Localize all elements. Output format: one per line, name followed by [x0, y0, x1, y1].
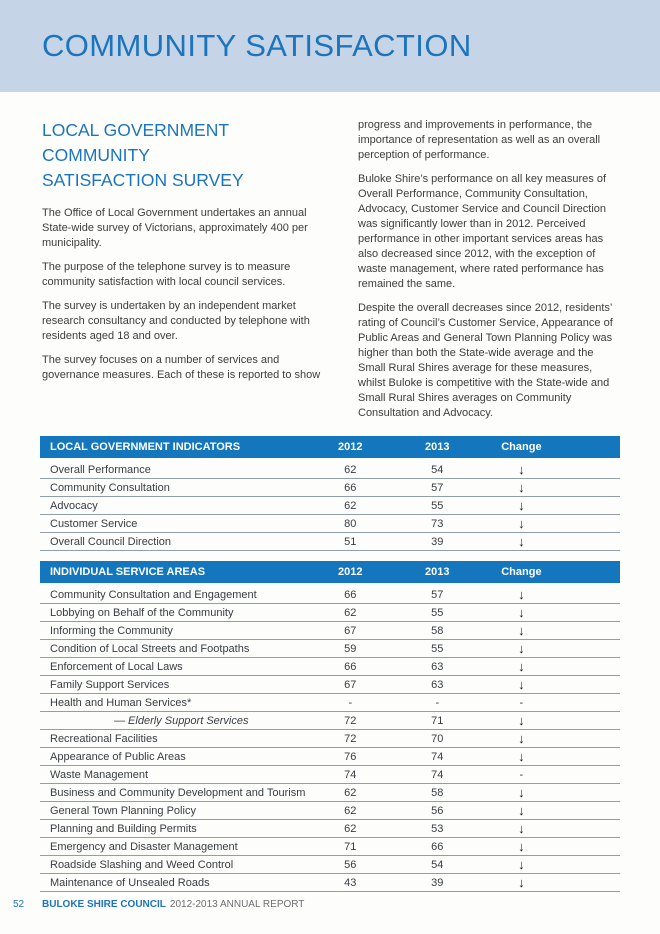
row-label: Community Consultation and Engagement: [50, 588, 257, 601]
intro-left-column: [42, 118, 338, 430]
section-heading-line-2: COMMUNITY: [42, 145, 150, 165]
down-arrow-icon: ↓: [518, 839, 525, 854]
down-arrow-icon: ↓: [518, 498, 525, 513]
table-row: [40, 712, 620, 730]
table-row: [40, 676, 620, 694]
down-arrow-icon: ↓: [518, 731, 525, 746]
table-header: [40, 561, 620, 583]
row-label: Lobbying on Behalf of the Community: [50, 606, 234, 619]
intro-paragraph: The Office of Local Government undertakes an annual State-wide survey of Victorians, approximately 400 per municipality.: [42, 207, 308, 249]
value-2013: 63: [431, 660, 444, 673]
value-2012: -: [348, 696, 353, 709]
down-arrow-icon: ↓: [518, 516, 525, 531]
table-row: [40, 802, 620, 820]
section-heading: [42, 118, 338, 193]
down-arrow-icon: ↓: [518, 480, 525, 495]
table-row: [40, 694, 620, 712]
down-arrow-icon: ↓: [518, 534, 525, 549]
value-2012: 59: [344, 642, 357, 655]
down-arrow-icon: ↓: [518, 875, 525, 890]
value-2013: 70: [431, 732, 444, 745]
no-change-dash: -: [519, 768, 524, 781]
table-row: [40, 461, 620, 479]
footer-report-title: 2012-2013 ANNUAL REPORT: [169, 899, 305, 910]
row-label: Overall Council Direction: [50, 535, 172, 548]
value-2012: 62: [344, 606, 357, 619]
down-arrow-icon: ↓: [518, 623, 525, 638]
value-2012: 66: [344, 660, 357, 673]
value-2012: 51: [344, 535, 357, 548]
down-arrow-icon: ↓: [518, 677, 525, 692]
table-header: [40, 436, 620, 458]
column-header-2013: 2013: [425, 566, 450, 578]
column-header-2012: 2012: [338, 441, 363, 453]
value-2012: 67: [344, 624, 357, 637]
value-2013: 73: [431, 517, 444, 530]
row-label: Overall Performance: [50, 463, 151, 476]
page-content: [0, 92, 660, 892]
row-label: — Elderly Support Services: [114, 714, 249, 727]
table-row: [40, 838, 620, 856]
table-row: [40, 766, 620, 784]
value-2012: 67: [344, 678, 357, 691]
intro-paragraph: The purpose of the telephone survey is to measure community satisfaction with local council services.: [42, 261, 291, 288]
down-arrow-icon: ↓: [518, 857, 525, 872]
row-label: Enforcement of Local Laws: [50, 660, 183, 673]
page-banner: [0, 0, 660, 92]
row-label: Advocacy: [50, 499, 98, 512]
table-row: [40, 479, 620, 497]
row-label: Maintenance of Unsealed Roads: [50, 876, 210, 889]
down-arrow-icon: ↓: [518, 587, 525, 602]
row-label: Planning and Building Permits: [50, 822, 197, 835]
value-2012: 71: [344, 840, 357, 853]
individual-service-areas-table: [40, 561, 620, 892]
tables-section: [40, 436, 620, 892]
row-label: Informing the Community: [50, 624, 173, 637]
value-2013: 74: [431, 750, 444, 763]
page-number: 52: [13, 899, 25, 910]
table-body: [40, 458, 620, 551]
value-2012: 80: [344, 517, 357, 530]
table-row: [40, 730, 620, 748]
value-2012: 66: [344, 588, 357, 601]
value-2013: 55: [431, 499, 444, 512]
table-row: [40, 604, 620, 622]
section-heading-line-3: SATISFACTION SURVEY: [42, 170, 244, 190]
column-header-change: Change: [501, 566, 542, 578]
row-label: Condition of Local Streets and Footpaths: [50, 642, 250, 655]
row-label: General Town Planning Policy: [50, 804, 196, 817]
down-arrow-icon: ↓: [518, 462, 525, 477]
value-2013: 56: [431, 804, 444, 817]
value-2013: 63: [431, 678, 444, 691]
footer-council-name: BULOKE SHIRE COUNCIL: [42, 899, 166, 910]
value-2013: 55: [431, 606, 444, 619]
page-footer: [0, 899, 660, 910]
value-2013: 58: [431, 786, 444, 799]
row-label: Customer Service: [50, 517, 138, 530]
value-2013: 55: [431, 642, 444, 655]
value-2012: 66: [344, 481, 357, 494]
section-heading-line-1: LOCAL GOVERNMENT: [42, 120, 230, 140]
row-label: Waste Management: [50, 768, 149, 781]
table-row: [40, 586, 620, 604]
table-row: [40, 874, 620, 892]
value-2013: 54: [431, 463, 444, 476]
value-2012: 62: [344, 463, 357, 476]
value-2013: 39: [431, 535, 444, 548]
value-2012: 76: [344, 750, 357, 763]
value-2012: 62: [344, 499, 357, 512]
down-arrow-icon: ↓: [518, 803, 525, 818]
down-arrow-icon: ↓: [518, 605, 525, 620]
value-2013: 57: [431, 588, 444, 601]
down-arrow-icon: ↓: [518, 821, 525, 836]
value-2013: 39: [431, 876, 444, 889]
row-label: Emergency and Disaster Management: [50, 840, 238, 853]
table-row: [40, 820, 620, 838]
no-change-dash: -: [519, 696, 524, 709]
row-label: Appearance of Public Areas: [50, 750, 186, 763]
row-label: Roadside Slashing and Weed Control: [50, 858, 234, 871]
value-2012: 62: [344, 786, 357, 799]
row-label: Business and Community Development and Tourism: [50, 786, 306, 799]
local-government-indicators-table: [40, 436, 620, 551]
table-row: [40, 856, 620, 874]
value-2012: 72: [344, 732, 357, 745]
table-row: [40, 784, 620, 802]
down-arrow-icon: ↓: [518, 785, 525, 800]
table-row: [40, 533, 620, 551]
table-row: [40, 640, 620, 658]
column-header-change: Change: [501, 441, 542, 453]
value-2013: 74: [431, 768, 444, 781]
row-label: Recreational Facilities: [50, 732, 158, 745]
value-2013: 71: [431, 714, 444, 727]
value-2013: 66: [431, 840, 444, 853]
value-2012: 74: [344, 768, 357, 781]
row-label: Family Support Services: [50, 678, 170, 691]
table-title: INDIVIDUAL SERVICE AREAS: [50, 566, 206, 578]
table-row: [40, 622, 620, 640]
table-row: [40, 497, 620, 515]
intro-paragraph: The survey is undertaken by an independent market research consultancy and conducted by telephone with residents aged 18 and over.: [42, 300, 310, 342]
intro-right-column: [358, 118, 620, 430]
intro-paragraph: The survey focuses on a number of services and governance measures. Each of these is reported to show: [42, 354, 321, 381]
intro-paragraph: progress and improvements in performance, the importance of representation as well as an overall perception of performance.: [358, 119, 601, 161]
column-header-2013: 2013: [425, 441, 450, 453]
table-row: [40, 748, 620, 766]
down-arrow-icon: ↓: [518, 713, 525, 728]
table-title: LOCAL GOVERNMENT INDICATORS: [50, 441, 241, 453]
row-label: Community Consultation: [50, 481, 170, 494]
value-2012: 62: [344, 804, 357, 817]
column-header-2012: 2012: [338, 566, 363, 578]
value-2013: 54: [431, 858, 444, 871]
intro-paragraph: Buloke Shire’s performance on all key measures of Overall Performance, Community Consultation, Advocacy, Customer Service and Council Direction was significantly lower than in 2012. Perceived performance in other important services areas has also decreased since 2012, with the exception of waste management, where rated performance has remained the same.: [358, 173, 607, 290]
page-title: COMMUNITY SATISFACTION: [42, 28, 472, 63]
intro-paragraph: Despite the overall decreases since 2012, residents’ rating of Council’s Customer Service, Appearance of Public Areas and General Town Planning Policy was higher than both the State-wide average and the Small Rural Shires average for these measures, whilst Buloke is competitive with the State-wide and Small Rural Shires averages on Community Consultation and Advocacy.: [358, 302, 613, 419]
value-2013: 57: [431, 481, 444, 494]
down-arrow-icon: ↓: [518, 749, 525, 764]
value-2012: 62: [344, 822, 357, 835]
table-row: [40, 515, 620, 533]
value-2013: -: [435, 696, 440, 709]
down-arrow-icon: ↓: [518, 641, 525, 656]
value-2012: 43: [344, 876, 357, 889]
value-2012: 72: [344, 714, 357, 727]
row-label: Health and Human Services*: [50, 696, 192, 709]
intro-section: [40, 92, 620, 430]
table-body: [40, 583, 620, 892]
table-row: [40, 658, 620, 676]
down-arrow-icon: ↓: [518, 659, 525, 674]
value-2012: 56: [344, 858, 357, 871]
value-2013: 53: [431, 822, 444, 835]
value-2013: 58: [431, 624, 444, 637]
